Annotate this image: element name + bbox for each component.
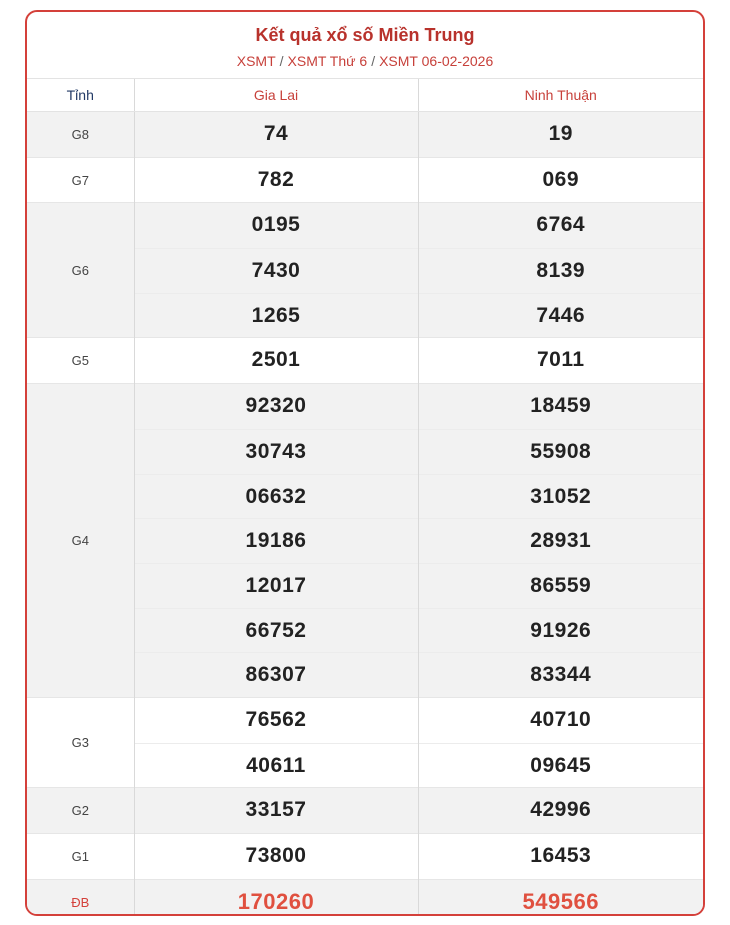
results-card xyxy=(25,10,705,916)
table-row xyxy=(27,879,703,916)
table-row xyxy=(27,157,703,203)
lottery-number: 31052 xyxy=(419,474,704,519)
result-cell-gia-lai xyxy=(134,834,418,880)
result-cell-gia-lai xyxy=(134,788,418,834)
lottery-number: 19 xyxy=(548,122,573,145)
result-cell-ninh-thuan xyxy=(418,879,703,916)
prize-label: ĐB xyxy=(27,879,134,916)
lottery-number: 91926 xyxy=(419,608,704,653)
result-cell-ninh-thuan xyxy=(418,788,703,834)
table-row xyxy=(27,834,703,880)
lottery-number: 782 xyxy=(257,167,295,191)
result-cell-ninh-thuan xyxy=(418,112,703,158)
table-row xyxy=(27,112,703,158)
table-row xyxy=(27,384,703,698)
lottery-number: 86307 xyxy=(135,652,418,697)
prize-label: G4 xyxy=(27,384,134,698)
lottery-number: 30743 xyxy=(135,429,418,474)
lottery-number: 40710 xyxy=(530,707,592,731)
lottery-number: 55908 xyxy=(419,429,704,474)
lottery-number: 7430 xyxy=(135,248,418,293)
lottery-number: 7446 xyxy=(419,293,704,338)
result-cell-gia-lai xyxy=(134,384,418,698)
lottery-number: 12017 xyxy=(135,563,418,608)
result-cell-ninh-thuan xyxy=(418,338,703,384)
lottery-number: 76562 xyxy=(245,707,307,731)
lottery-number: 83344 xyxy=(419,652,704,697)
lottery-number: 73800 xyxy=(245,844,307,867)
result-cell-gia-lai xyxy=(134,338,418,384)
breadcrumb-link-xsmt[interactable]: XSMT xyxy=(236,53,276,69)
result-cell-ninh-thuan xyxy=(418,203,703,338)
result-cell-ninh-thuan xyxy=(418,384,703,698)
lottery-number: 19186 xyxy=(135,518,418,563)
prize-label: G3 xyxy=(27,697,134,787)
column-header-gia-lai[interactable]: Gia Lai xyxy=(134,79,418,112)
prize-label: G8 xyxy=(27,112,134,158)
results-header xyxy=(27,12,703,78)
lottery-number: 18459 xyxy=(530,394,592,418)
breadcrumb xyxy=(27,52,703,70)
lottery-number: 86559 xyxy=(419,563,704,608)
lottery-number: 28931 xyxy=(419,518,704,563)
lottery-number: 33157 xyxy=(245,798,307,822)
lottery-number: 92320 xyxy=(245,394,307,418)
result-cell-gia-lai xyxy=(134,697,418,787)
special-prize-number: 170260 xyxy=(237,888,315,914)
table-header-row xyxy=(27,79,703,112)
result-cell-ninh-thuan xyxy=(418,157,703,203)
lottery-number: 66752 xyxy=(135,608,418,653)
lottery-number: 74 xyxy=(263,122,289,145)
prize-label: G2 xyxy=(27,788,134,834)
prize-label: G1 xyxy=(27,834,134,880)
results-table xyxy=(27,78,703,916)
lottery-number: 069 xyxy=(542,167,580,191)
breadcrumb-separator: / xyxy=(371,53,376,69)
page-title: Kết quả xổ số Miền Trung xyxy=(255,25,475,45)
breadcrumb-link-xsmt-friday[interactable]: XSMT Thứ 6 xyxy=(287,53,368,69)
result-cell-ninh-thuan xyxy=(418,697,703,787)
special-prize-number: 549566 xyxy=(522,888,599,914)
table-row xyxy=(27,338,703,384)
prize-label: G7 xyxy=(27,157,134,203)
lottery-number: 2501 xyxy=(251,348,301,372)
result-cell-gia-lai xyxy=(134,157,418,203)
lottery-number: 42996 xyxy=(530,798,592,822)
breadcrumb-separator: / xyxy=(279,53,284,69)
lottery-number: 06632 xyxy=(135,474,418,519)
breadcrumb-link-xsmt-date[interactable]: XSMT 06-02-2026 xyxy=(379,53,494,69)
table-row xyxy=(27,203,703,338)
lottery-number: 0195 xyxy=(251,213,301,237)
prize-label: G6 xyxy=(27,203,134,338)
lottery-number: 8139 xyxy=(419,248,704,293)
table-row xyxy=(27,697,703,787)
result-cell-gia-lai xyxy=(134,203,418,338)
lottery-number: 1265 xyxy=(135,293,418,338)
result-cell-gia-lai xyxy=(134,112,418,158)
results-table-body xyxy=(27,112,703,917)
prize-label: G5 xyxy=(27,338,134,384)
column-header-ninh-thuan[interactable]: Ninh Thuận xyxy=(418,79,703,112)
result-cell-gia-lai xyxy=(134,879,418,916)
table-row xyxy=(27,788,703,834)
lottery-number: 7011 xyxy=(536,348,585,372)
column-header-province: Tỉnh xyxy=(27,79,134,112)
lottery-number: 6764 xyxy=(536,213,586,237)
lottery-number: 16453 xyxy=(530,844,592,867)
result-cell-ninh-thuan xyxy=(418,834,703,880)
lottery-number: 40611 xyxy=(135,743,418,788)
lottery-number: 09645 xyxy=(419,743,704,788)
